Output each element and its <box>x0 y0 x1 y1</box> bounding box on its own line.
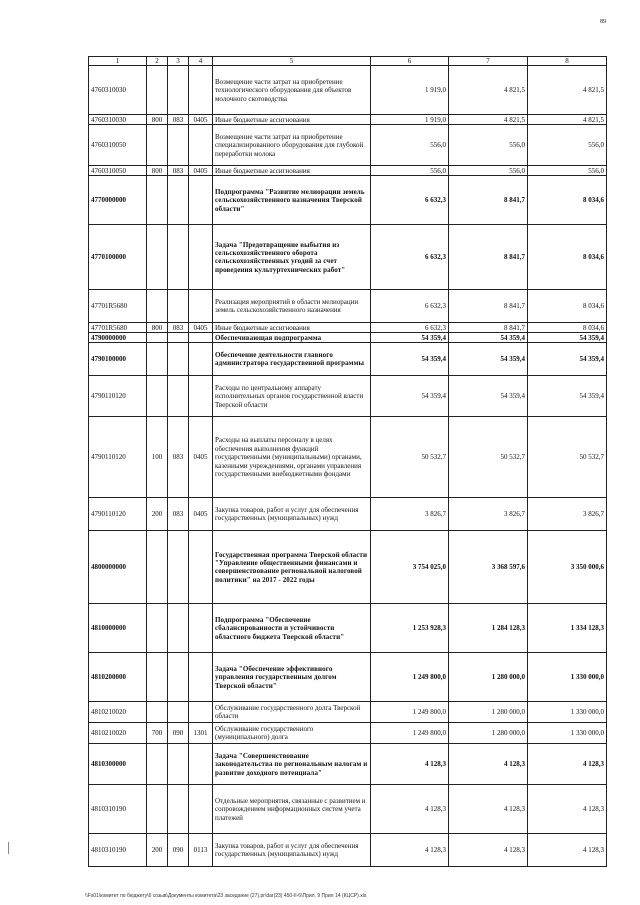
row-code: 4810310190 <box>89 785 147 834</box>
row-admin-code: 090 <box>168 834 189 867</box>
row-section-code <box>189 333 213 343</box>
row-value-year1: 1 249 800,0 <box>371 723 449 744</box>
row-expense-type <box>147 653 168 702</box>
row-section-code <box>189 744 213 785</box>
row-code: 4760310050 <box>89 125 147 166</box>
row-value-year3: 8 034,6 <box>528 225 607 290</box>
row-expense-type <box>147 176 168 225</box>
table-row <box>89 498 607 531</box>
row-code: 4760310030 <box>89 115 147 125</box>
table-row <box>89 723 607 744</box>
table-row <box>89 290 607 323</box>
row-section-code: 0405 <box>189 323 213 333</box>
row-section-code <box>189 376 213 417</box>
row-value-year2: 4 128,3 <box>449 744 528 785</box>
row-section-code: 0405 <box>189 115 213 125</box>
row-code: 4760310050 <box>89 166 147 176</box>
row-expense-type <box>147 702 168 723</box>
row-admin-code: 083 <box>168 417 189 498</box>
row-section-code: 0405 <box>189 498 213 531</box>
row-name: Задача "Предотвращение выбытия из сельскохозяйственного оборота сельскохозяйственных угодий за счет проведения культуртехнических работ" <box>213 225 371 290</box>
row-value-year3: 4 821,5 <box>528 115 607 125</box>
row-section-code: 0113 <box>189 834 213 867</box>
table-row <box>89 417 607 498</box>
column-header: 2 <box>147 57 168 66</box>
table-body <box>89 66 607 867</box>
row-expense-type <box>147 225 168 290</box>
row-admin-code <box>168 702 189 723</box>
row-section-code <box>189 66 213 115</box>
row-admin-code <box>168 290 189 323</box>
row-expense-type <box>147 343 168 376</box>
row-value-year1: 556,0 <box>371 166 449 176</box>
row-value-year3: 8 034,6 <box>528 290 607 323</box>
row-admin-code <box>168 604 189 653</box>
row-admin-code: 083 <box>168 323 189 333</box>
row-expense-type <box>147 604 168 653</box>
row-value-year3: 1 330 000,0 <box>528 702 607 723</box>
row-admin-code: 083 <box>168 498 189 531</box>
row-value-year1: 556,0 <box>371 125 449 166</box>
margin-mark <box>8 842 9 854</box>
row-admin-code: 083 <box>168 166 189 176</box>
column-header: 7 <box>449 57 528 66</box>
row-value-year3: 556,0 <box>528 125 607 166</box>
row-value-year1: 6 632,3 <box>371 225 449 290</box>
row-code: 4760310030 <box>89 66 147 115</box>
row-expense-type: 800 <box>147 115 168 125</box>
row-section-code <box>189 531 213 604</box>
row-admin-code <box>168 66 189 115</box>
row-value-year2: 54 359,4 <box>449 333 528 343</box>
row-expense-type <box>147 744 168 785</box>
row-value-year1: 50 532,7 <box>371 417 449 498</box>
row-value-year2: 556,0 <box>449 166 528 176</box>
row-name: Обслуживание государственного (муниципального) долга <box>213 723 371 744</box>
row-name: Расходы по центральному аппарату исполнительных органов государственной власти Тверской области <box>213 376 371 417</box>
row-code: 4790110120 <box>89 417 147 498</box>
row-name: Иные бюджетные ассигнования <box>213 323 371 333</box>
row-value-year2: 8 841,7 <box>449 176 528 225</box>
row-value-year2: 3 368 597,6 <box>449 531 528 604</box>
row-name: Задача "Совершенствование законодательства по региональным налогам и развитие доходного потенциала" <box>213 744 371 785</box>
row-name: Подпрограмма "Развитие мелиорации земель сельскохозяйственного назначения Тверской области" <box>213 176 371 225</box>
table-row <box>89 323 607 333</box>
row-code: 4790100000 <box>89 343 147 376</box>
row-value-year3: 1 334 128,3 <box>528 604 607 653</box>
table-row <box>89 531 607 604</box>
row-expense-type: 700 <box>147 723 168 744</box>
row-value-year2: 8 841,7 <box>449 290 528 323</box>
row-value-year1: 6 632,3 <box>371 290 449 323</box>
row-admin-code <box>168 376 189 417</box>
table-row <box>89 785 607 834</box>
row-value-year3: 54 359,4 <box>528 333 607 343</box>
row-name: Реализация мероприятий в области мелиорации земель сельскохозяйственного назначения <box>213 290 371 323</box>
row-admin-code <box>168 531 189 604</box>
row-value-year2: 1 280 000,0 <box>449 723 528 744</box>
row-value-year3: 8 034,6 <box>528 176 607 225</box>
row-section-code <box>189 343 213 376</box>
row-expense-type <box>147 376 168 417</box>
row-value-year2: 54 359,4 <box>449 376 528 417</box>
row-code: 4770100000 <box>89 225 147 290</box>
row-admin-code <box>168 785 189 834</box>
row-code: 4810210020 <box>89 702 147 723</box>
table-row <box>89 225 607 290</box>
row-value-year2: 4 128,3 <box>449 834 528 867</box>
row-value-year2: 1 280 000,0 <box>449 653 528 702</box>
row-value-year2: 4 128,3 <box>449 785 528 834</box>
table-row <box>89 376 607 417</box>
row-admin-code <box>168 176 189 225</box>
page-number: 89 <box>600 19 606 25</box>
row-expense-type <box>147 290 168 323</box>
column-header: 8 <box>528 57 607 66</box>
row-code: 4790110120 <box>89 376 147 417</box>
row-value-year1: 54 359,4 <box>371 376 449 417</box>
row-name: Обеспечивающая подпрограмма <box>213 333 371 343</box>
column-header: 1 <box>89 57 147 66</box>
row-expense-type: 100 <box>147 417 168 498</box>
row-name: Государственная программа Тверской области "Управление общественными финансами и совершенствование региональной налоговой политики" на 2017 - 2022 годы <box>213 531 371 604</box>
budget-table <box>88 56 607 867</box>
row-value-year2: 1 280 000,0 <box>449 702 528 723</box>
row-section-code: 0405 <box>189 417 213 498</box>
row-value-year1: 6 632,3 <box>371 176 449 225</box>
column-header: 3 <box>168 57 189 66</box>
row-admin-code <box>168 744 189 785</box>
row-code: 4810210020 <box>89 723 147 744</box>
row-value-year1: 4 128,3 <box>371 834 449 867</box>
row-name: Возмещение части затрат на приобретение специализированного оборудования для глубокой переработки молока <box>213 125 371 166</box>
row-section-code: 1301 <box>189 723 213 744</box>
row-value-year1: 1 249 800,0 <box>371 653 449 702</box>
row-value-year3: 4 128,3 <box>528 744 607 785</box>
table-row <box>89 166 607 176</box>
row-value-year3: 4 821,5 <box>528 66 607 115</box>
row-name: Подпрограмма "Обеспечение сбалансированности и устойчивости областного бюджета Тверской области" <box>213 604 371 653</box>
row-expense-type: 800 <box>147 323 168 333</box>
table-row <box>89 834 607 867</box>
row-value-year1: 1 919,0 <box>371 115 449 125</box>
table-row <box>89 702 607 723</box>
table-row <box>89 125 607 166</box>
row-section-code <box>189 604 213 653</box>
row-code: 4810000000 <box>89 604 147 653</box>
row-value-year1: 6 632,3 <box>371 323 449 333</box>
table-header-row <box>89 57 607 66</box>
table-row <box>89 176 607 225</box>
row-section-code <box>189 785 213 834</box>
row-value-year2: 1 284 128,3 <box>449 604 528 653</box>
row-section-code <box>189 225 213 290</box>
row-name: Расходы на выплаты персоналу в целях обеспечения выполнения функций государственными (муниципальными) органами, казенными учреждениями, органами управления государственными внебюджетными фондами <box>213 417 371 498</box>
row-name: Иные бюджетные ассигнования <box>213 115 371 125</box>
row-value-year1: 1 253 928,3 <box>371 604 449 653</box>
row-section-code <box>189 702 213 723</box>
row-value-year1: 1 249 800,0 <box>371 702 449 723</box>
row-section-code <box>189 125 213 166</box>
row-section-code: 0405 <box>189 166 213 176</box>
row-value-year2: 3 826,7 <box>449 498 528 531</box>
row-admin-code <box>168 343 189 376</box>
row-expense-type <box>147 333 168 343</box>
row-value-year2: 8 841,7 <box>449 225 528 290</box>
row-name: Обслуживание государственного долга Тверской области <box>213 702 371 723</box>
row-value-year2: 556,0 <box>449 125 528 166</box>
table-row <box>89 66 607 115</box>
row-value-year1: 3 754 025,0 <box>371 531 449 604</box>
row-code: 4770000000 <box>89 176 147 225</box>
row-name: Закупка товаров, работ и услуг для обеспечения государственных (муниципальных) нужд <box>213 834 371 867</box>
row-value-year3: 54 359,4 <box>528 343 607 376</box>
row-expense-type: 200 <box>147 498 168 531</box>
row-admin-code: 083 <box>168 115 189 125</box>
row-name: Возмещение части затрат на приобретение технологического оборудования для объектов молочного скотоводства <box>213 66 371 115</box>
row-value-year1: 4 128,3 <box>371 785 449 834</box>
table-row <box>89 115 607 125</box>
row-value-year2: 54 359,4 <box>449 343 528 376</box>
row-value-year3: 4 128,3 <box>528 785 607 834</box>
row-value-year3: 3 350 000,6 <box>528 531 607 604</box>
row-value-year1: 54 359,4 <box>371 333 449 343</box>
row-name: Обеспечение деятельности главного администратора государственной программы <box>213 343 371 376</box>
row-name: Отдельные мероприятия, связанные с развитием и сопровождением информационных систем учета платежей <box>213 785 371 834</box>
footer-file-path: \\Fs01\комитет по бюджету\6 созыв\Документы комитета\23 заседание (27).pr\dar(23) 450-II-6\Прил. 9 Прил 14 (КЦСР).xls <box>85 893 367 899</box>
row-section-code <box>189 290 213 323</box>
row-value-year3: 556,0 <box>528 166 607 176</box>
row-code: 4810310190 <box>89 834 147 867</box>
row-expense-type: 200 <box>147 834 168 867</box>
row-expense-type <box>147 66 168 115</box>
row-code: 47701R5680 <box>89 290 147 323</box>
table-row <box>89 744 607 785</box>
row-value-year2: 50 532,7 <box>449 417 528 498</box>
row-value-year3: 3 826,7 <box>528 498 607 531</box>
row-value-year3: 54 359,4 <box>528 376 607 417</box>
row-code: 4810300000 <box>89 744 147 785</box>
row-value-year2: 4 821,5 <box>449 115 528 125</box>
row-code: 47701R5680 <box>89 323 147 333</box>
row-value-year2: 4 821,5 <box>449 66 528 115</box>
row-name: Закупка товаров, работ и услуг для обеспечения государственных (муниципальных) нужд <box>213 498 371 531</box>
row-value-year3: 4 128,3 <box>528 834 607 867</box>
row-value-year1: 3 826,7 <box>371 498 449 531</box>
row-admin-code: 090 <box>168 723 189 744</box>
table-row <box>89 604 607 653</box>
row-admin-code <box>168 333 189 343</box>
row-value-year1: 4 128,3 <box>371 744 449 785</box>
row-code: 4810200000 <box>89 653 147 702</box>
row-section-code <box>189 653 213 702</box>
row-value-year1: 1 919,0 <box>371 66 449 115</box>
row-expense-type <box>147 785 168 834</box>
row-name: Иные бюджетные ассигнования <box>213 166 371 176</box>
row-name: Задача "Обеспечение эффективного управления государственным долгом Тверской области" <box>213 653 371 702</box>
row-expense-type <box>147 531 168 604</box>
row-code: 4800000000 <box>89 531 147 604</box>
row-value-year1: 54 359,4 <box>371 343 449 376</box>
row-admin-code <box>168 653 189 702</box>
table-row <box>89 653 607 702</box>
row-expense-type: 800 <box>147 166 168 176</box>
row-code: 4790110120 <box>89 498 147 531</box>
row-value-year3: 1 330 000,0 <box>528 723 607 744</box>
table-row <box>89 333 607 343</box>
row-expense-type <box>147 125 168 166</box>
column-header: 4 <box>189 57 213 66</box>
row-code: 4790000000 <box>89 333 147 343</box>
row-value-year3: 8 034,6 <box>528 323 607 333</box>
row-section-code <box>189 176 213 225</box>
column-header: 5 <box>213 57 371 66</box>
row-value-year3: 50 532,7 <box>528 417 607 498</box>
row-admin-code <box>168 225 189 290</box>
row-admin-code <box>168 125 189 166</box>
row-value-year2: 8 841,7 <box>449 323 528 333</box>
column-header: 6 <box>371 57 449 66</box>
row-value-year3: 1 330 000,0 <box>528 653 607 702</box>
table-row <box>89 343 607 376</box>
